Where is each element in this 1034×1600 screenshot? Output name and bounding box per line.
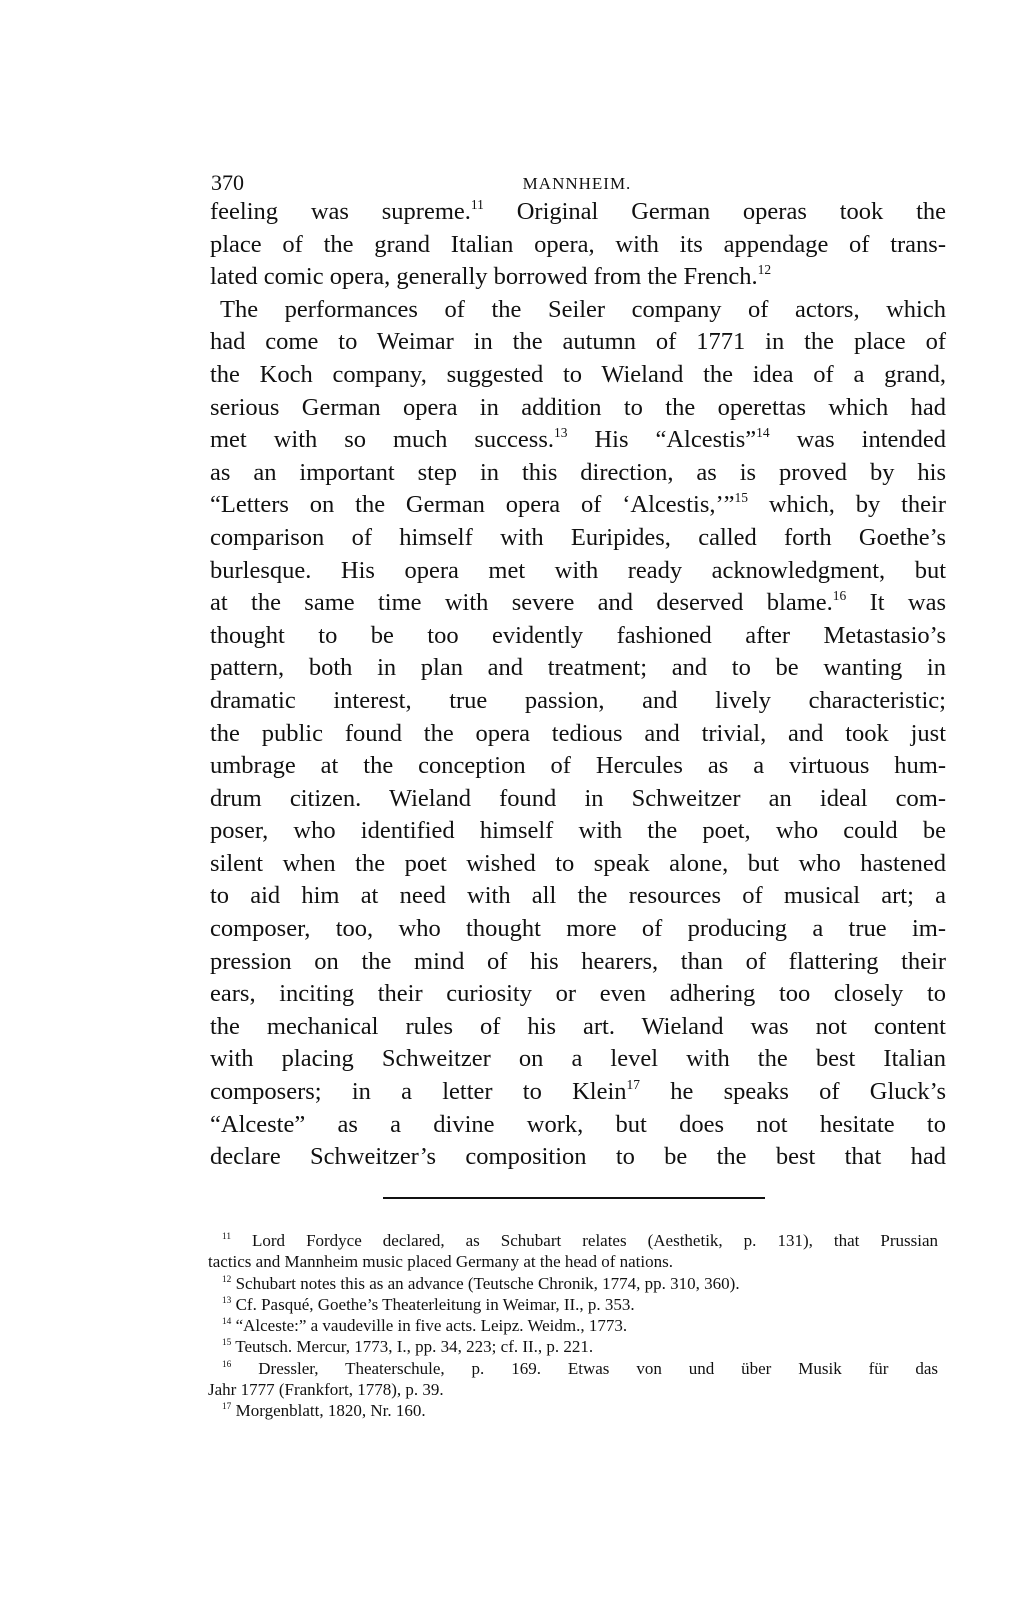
footnote-line	[208, 1379, 938, 1400]
text-run: which, by their	[747, 491, 946, 519]
text-line	[210, 489, 946, 522]
text-run: with placing Schweitzer on a level with the best Italian	[210, 1045, 946, 1073]
text-line	[210, 783, 946, 816]
footnote-line	[208, 1251, 938, 1272]
text-run: dramatic interest, true passion, and lively characteristic;	[210, 686, 946, 714]
text-line	[210, 522, 946, 555]
text-run: thought to be too evidently fashioned after Metastasio’s	[210, 621, 946, 649]
text-line	[210, 978, 946, 1011]
footnote-ref: 17	[626, 1076, 640, 1092]
text-line	[210, 718, 946, 751]
body-text	[210, 196, 946, 1174]
text-run: had come to Weimar in the autumn of 1771 in the place of	[210, 328, 946, 356]
text-run: “Letters on the German opera of ‘Alcestis,’”	[210, 491, 735, 519]
text-run: umbrage at the conception of Hercules as a virtuous hum-	[210, 752, 946, 780]
text-run: poser, who identified himself with the poet, who could be	[210, 817, 946, 845]
text-run: burlesque. His opera met with ready acknowledgment, but	[210, 556, 946, 584]
text-line	[210, 1141, 946, 1174]
text-run: Cf. Pasqué, Goethe’s Theaterleitung in Weimar, II., p. 353.	[231, 1294, 635, 1314]
footnote-line	[208, 1336, 938, 1357]
text-line	[210, 555, 946, 588]
footnote-line	[208, 1315, 938, 1336]
text-line	[210, 457, 946, 490]
text-run: at the same time with severe and deserved blame.	[210, 589, 833, 617]
footnote-ref: 15	[734, 490, 748, 506]
text-run: the mechanical rules of his art. Wieland was not content	[210, 1012, 946, 1040]
text-line	[210, 848, 946, 881]
text-run: It was	[846, 589, 946, 617]
footnote-ref: 12	[757, 262, 772, 278]
text-run: “Alceste” as a divine work, but does not hesitate to	[210, 1110, 946, 1138]
footnote-ref: 16	[832, 588, 847, 604]
running-title: MANNHEIM.	[522, 174, 632, 193]
text-run: pattern, both in plan and treatment; and to be wanting in	[210, 654, 946, 682]
text-line	[210, 196, 946, 229]
text-run: comparison of himself with Euripides, called forth Goethe’s	[210, 523, 946, 551]
footnote-line	[208, 1400, 938, 1421]
text-line	[210, 359, 946, 392]
text-run: the Koch company, suggested to Wieland the idea of a grand,	[210, 360, 946, 388]
text-run: composers; in a letter to Klein	[210, 1078, 627, 1106]
text-line	[210, 946, 946, 979]
footnote-ref: 15	[222, 1338, 232, 1349]
text-run: “Alceste:” a vaudeville in five acts. Leipz. Weidm., 1773.	[231, 1316, 628, 1336]
text-line	[210, 326, 946, 359]
footnote-divider	[383, 1197, 765, 1199]
footnote-ref: 11	[222, 1232, 231, 1242]
text-run: declare Schweitzer’s composition to be the best that had	[210, 1143, 946, 1171]
text-run: serious German opera in addition to the operettas which had	[210, 393, 946, 421]
text-run: Schubart notes this as an advance (Teutsche Chronik, 1774, pp. 310, 360).	[231, 1273, 740, 1293]
text-line	[210, 1011, 946, 1044]
text-run: tactics and Mannheim music placed Germany at the head of nations.	[208, 1252, 673, 1272]
footnote-ref: 13	[222, 1295, 232, 1306]
text-line	[210, 913, 946, 946]
text-run: was intended	[769, 426, 946, 454]
text-run: Lord Fordyce declared, as Schubart relates (Aesthetik, p. 131), that Prussian	[231, 1231, 938, 1250]
text-run: to aid him at need with all the resources of musical art; a	[210, 882, 946, 910]
text-run: Original German operas took the	[483, 198, 947, 225]
text-run: Dressler, Theaterschule, p. 169. Etwas von und über Musik für das	[231, 1358, 938, 1378]
text-run: as an important step in this direction, as is proved by his	[210, 458, 946, 486]
text-run: met with so much success.	[210, 426, 554, 454]
text-line	[210, 587, 946, 620]
footnotes	[208, 1230, 938, 1422]
footnote-ref: 17	[222, 1402, 232, 1413]
text-run: place of the grand Italian opera, with its appendage of trans-	[210, 230, 946, 258]
footnote-ref: 14	[756, 425, 770, 441]
text-line	[210, 392, 946, 425]
text-line	[210, 1043, 946, 1076]
text-run: feeling was supreme.	[210, 198, 471, 225]
text-run: lated comic opera, generally borrowed from the French.	[210, 263, 758, 291]
page-number: 370	[211, 170, 244, 195]
text-run: drum citizen. Wieland found in Schweitzer an ideal com-	[210, 784, 946, 812]
text-run: he speaks of Gluck’s	[639, 1078, 946, 1106]
text-run: ears, inciting their curiosity or even adhering too closely to	[210, 980, 946, 1008]
text-run: composer, too, who thought more of producing a true im-	[210, 915, 946, 943]
footnote-ref: 13	[554, 425, 568, 441]
text-line	[210, 261, 946, 294]
text-line	[210, 652, 946, 685]
footnote-line	[208, 1358, 938, 1379]
footnote-ref: 14	[222, 1317, 232, 1328]
footnote-line	[208, 1273, 938, 1294]
text-line	[210, 880, 946, 913]
text-line	[210, 424, 946, 457]
text-line	[210, 1109, 946, 1142]
footnote-ref: 11	[470, 196, 484, 212]
footnote-line	[208, 1230, 938, 1251]
text-line	[210, 620, 946, 653]
text-run: Teutsch. Mercur, 1773, I., pp. 34, 223; cf. II., p. 221.	[231, 1337, 594, 1357]
text-run: The performances of the Seiler company of actors, which	[220, 295, 946, 323]
text-line	[210, 229, 946, 262]
text-run: His “Alcestis”	[567, 426, 757, 454]
text-run: Jahr 1777 (Frankfort, 1778), p. 39.	[208, 1380, 444, 1400]
text-line	[210, 815, 946, 848]
text-run: Morgenblatt, 1820, Nr. 160.	[231, 1401, 426, 1421]
text-line	[210, 750, 946, 783]
text-run: the public found the opera tedious and trivial, and took just	[210, 719, 946, 747]
text-line	[210, 294, 946, 327]
footnote-ref: 16	[222, 1359, 232, 1370]
footnote-ref: 12	[222, 1274, 232, 1285]
text-line	[210, 685, 946, 718]
text-run: silent when the poet wished to speak alone, but who hastened	[210, 849, 946, 877]
text-line	[210, 1076, 946, 1109]
footnote-line	[208, 1294, 938, 1315]
text-run: pression on the mind of his hearers, than of flattering their	[210, 947, 946, 975]
